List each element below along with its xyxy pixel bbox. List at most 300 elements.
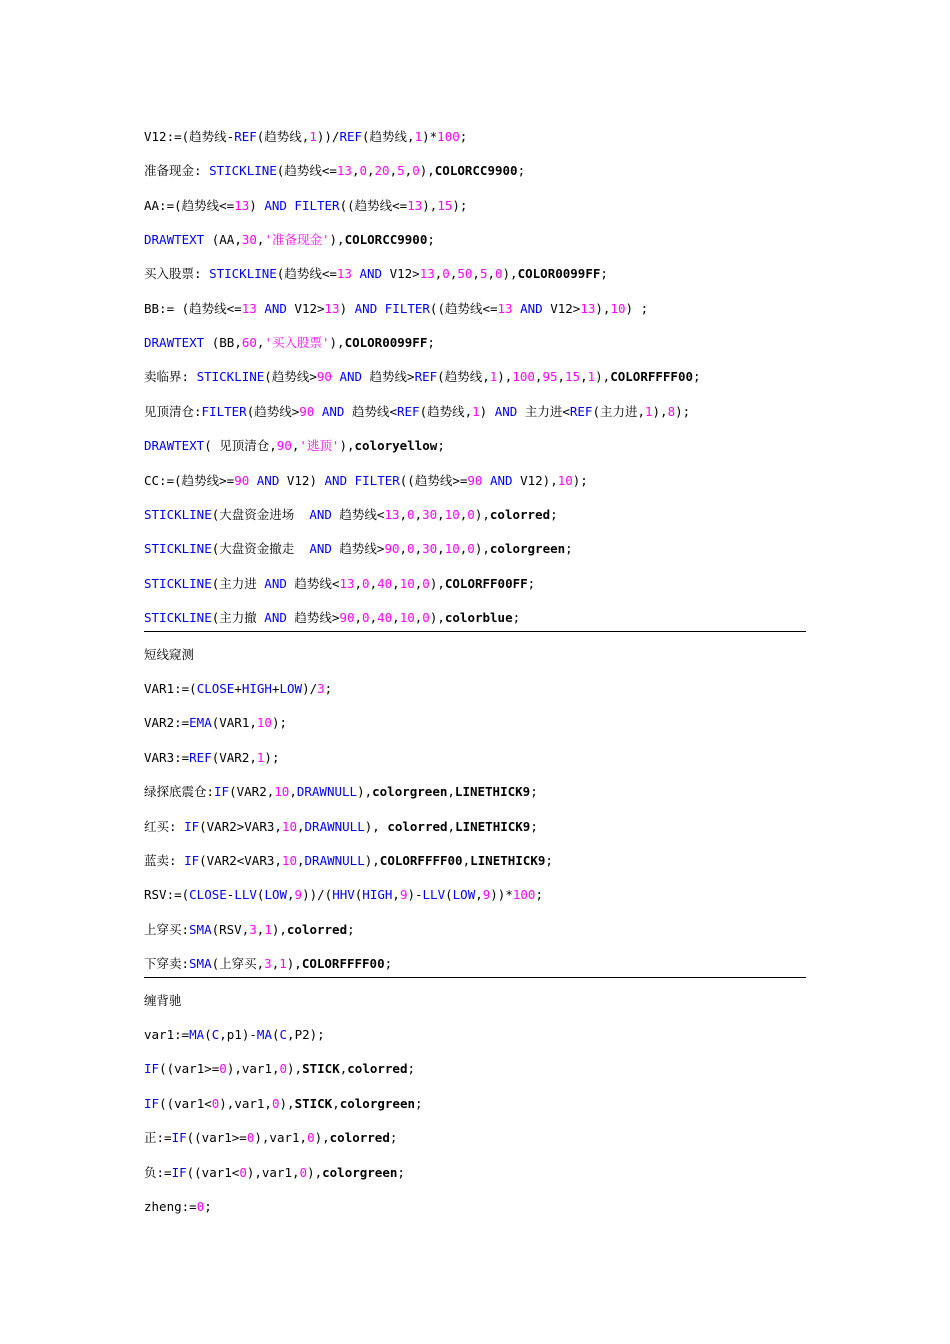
code-line	[144, 1027, 806, 1043]
code-number: 13	[580, 300, 596, 316]
code-text: AA:=(趋势线<=	[144, 197, 235, 213]
code-text: ,	[399, 506, 408, 522]
code-number: 13	[324, 300, 340, 316]
code-number: 13	[419, 266, 435, 282]
code-text: (趋势线<=	[276, 266, 337, 282]
code-text: );	[452, 197, 468, 213]
code-number: 30	[241, 232, 257, 248]
code-text: ;	[527, 575, 536, 591]
code-number: 15	[565, 369, 581, 385]
code-number: 13	[336, 266, 352, 282]
code-text: ;	[535, 887, 543, 903]
code-text: ))/	[316, 129, 340, 144]
code-text: 蓝卖:	[144, 852, 185, 868]
code-number: 0	[279, 1061, 288, 1077]
code-number: 1	[279, 955, 287, 971]
code-keyword: REF	[189, 749, 212, 765]
code-keyword: IF	[184, 818, 200, 834]
code-number: 10	[281, 852, 297, 868]
code-constant: COLORCC9900	[344, 232, 428, 248]
code-keyword: AND	[309, 541, 332, 557]
code-text: 趋势线<	[286, 575, 340, 591]
code-text: ),var1,	[254, 1130, 308, 1146]
code-text: ,	[351, 163, 360, 179]
code-number: 0	[211, 1095, 220, 1111]
code-keyword: IF	[184, 852, 200, 868]
code-text: ,	[271, 955, 280, 971]
code-text: 买入股票:	[144, 266, 210, 282]
code-number: 13	[497, 300, 513, 316]
code-keyword: AND	[494, 403, 518, 419]
code-keyword: IF	[171, 1130, 187, 1146]
code-line	[144, 1061, 806, 1077]
code-keyword: STICKLINE	[144, 575, 212, 591]
code-text: ),	[339, 438, 355, 454]
code-text: ;	[415, 1095, 423, 1111]
code-keyword: AND	[359, 266, 383, 282]
code-text: ((var1>=	[159, 1061, 220, 1077]
code-line	[144, 576, 806, 592]
code-text: ,	[472, 266, 480, 282]
code-text: ;	[512, 609, 521, 625]
code-line	[144, 232, 806, 248]
code-number: 0	[407, 506, 415, 522]
code-text: ,	[580, 369, 588, 385]
code-text	[482, 473, 490, 488]
code-line	[144, 1130, 806, 1146]
code-number: 13	[241, 300, 257, 316]
code-number: 13	[234, 197, 250, 213]
code-number: 0	[422, 575, 430, 591]
code-text: ),	[314, 1130, 330, 1146]
code-constant: COLORFFFF00	[379, 852, 463, 868]
code-text: ,	[296, 818, 305, 834]
code-line	[144, 1199, 806, 1215]
code-text: ),	[474, 541, 490, 557]
code-number: 30	[422, 506, 438, 522]
code-keyword: AND	[264, 609, 287, 625]
code-text: ),	[329, 335, 345, 351]
code-number: 100	[512, 887, 536, 903]
code-text: 趋势线>	[286, 609, 340, 625]
code-keyword: SMA	[189, 921, 212, 937]
code-line	[144, 129, 806, 145]
code-number: 95	[542, 369, 558, 385]
code-text: ,P2);	[287, 1027, 325, 1043]
code-keyword: SMA	[189, 955, 212, 971]
code-text: )*	[422, 129, 438, 144]
code-keyword: DRAWTEXT	[144, 232, 205, 248]
code-keyword: STICKLINE	[144, 506, 212, 522]
code-keyword: AND	[264, 575, 287, 591]
code-text: ),	[422, 197, 438, 213]
code-keyword: AND	[309, 506, 332, 522]
code-constant: STICK	[294, 1095, 333, 1111]
code-number: 0	[407, 541, 415, 557]
code-number: 3	[317, 681, 325, 697]
code-text: (	[354, 887, 363, 903]
code-line	[144, 404, 806, 420]
code-number: 5	[397, 163, 405, 179]
code-text: (VAR2,	[211, 749, 257, 765]
code-text: ;	[437, 438, 445, 454]
code-constant: COLOR0099FF	[517, 266, 601, 282]
code-keyword: C	[279, 1027, 288, 1043]
code-number: 3	[249, 921, 257, 937]
code-line	[144, 266, 806, 282]
code-keyword: HIGH	[362, 887, 393, 903]
code-text: ;	[565, 541, 573, 557]
code-number: 30	[422, 541, 438, 557]
code-text: 准备现金:	[144, 163, 210, 179]
code-text: )	[479, 403, 495, 419]
code-text: ((var1>=	[186, 1130, 247, 1146]
code-text: ;	[204, 1198, 212, 1214]
code-text: ;	[324, 681, 333, 697]
code-text: ,p1)-	[219, 1027, 257, 1043]
code-text: (	[445, 887, 453, 903]
code-text: ;	[427, 335, 435, 351]
code-line	[144, 922, 806, 938]
code-keyword: REF	[339, 129, 363, 144]
code-constant: COLORCC9900	[434, 163, 518, 179]
code-number: 10	[610, 300, 626, 316]
code-string: '买入股票'	[264, 335, 330, 351]
code-text: ),	[364, 852, 380, 868]
code-number: 13	[339, 575, 355, 591]
code-text: )/	[302, 681, 318, 697]
code-text: ,	[392, 575, 400, 591]
code-number: 13	[384, 506, 400, 522]
code-constant: colorred	[387, 818, 448, 834]
code-line	[144, 198, 806, 214]
code-constant: colorgreen	[489, 541, 566, 557]
code-text: )-	[407, 887, 423, 903]
code-keyword: IF	[171, 1164, 187, 1180]
code-text: ,	[475, 887, 483, 903]
code-number: 0	[271, 1095, 280, 1111]
code-line	[144, 715, 806, 731]
code-line	[144, 335, 806, 351]
code-text: ,	[414, 541, 423, 557]
code-number: 90	[339, 609, 355, 625]
code-keyword: IF	[144, 1095, 160, 1111]
section-heading	[144, 647, 806, 663]
code-number: 90	[316, 369, 332, 385]
code-text: (VAR2,	[229, 784, 275, 800]
code-text: ) ;	[625, 300, 649, 316]
code-text: ),	[419, 163, 435, 179]
code-constant: colorblue	[444, 609, 513, 625]
code-number: 1	[264, 921, 272, 937]
code-text: (VAR2>VAR3,	[199, 818, 282, 834]
code-number: 90	[299, 403, 315, 419]
code-text: ,	[434, 266, 443, 282]
code-text: 主力进<	[517, 403, 570, 419]
code-text: ,	[459, 541, 468, 557]
code-keyword: EMA	[189, 715, 212, 731]
code-text: ),var1,	[226, 1061, 280, 1077]
code-text: ,	[389, 163, 398, 179]
code-keyword: IF	[214, 784, 230, 800]
code-text: ,	[414, 506, 423, 522]
code-text: ,	[414, 575, 423, 591]
code-text: (主力进	[211, 575, 265, 591]
code-line	[144, 1165, 806, 1181]
code-text: )	[249, 197, 265, 213]
code-keyword: STICKLINE	[144, 609, 212, 625]
code-text: ),	[474, 506, 490, 522]
code-text: (趋势线,	[256, 129, 310, 144]
code-text: ,	[354, 609, 363, 625]
code-text: 趋势线<	[344, 403, 397, 419]
code-keyword: HIGH	[241, 681, 272, 697]
code-text: ,	[462, 852, 471, 868]
code-number: 1	[309, 129, 317, 144]
code-constant: COLOR0099FF	[344, 335, 428, 351]
code-text: )	[339, 300, 355, 316]
code-line	[144, 784, 806, 800]
code-text: ;	[600, 266, 608, 282]
code-number: 90	[467, 472, 483, 488]
code-text: ,	[437, 506, 445, 522]
code-text: VAR1:=(	[144, 681, 197, 697]
code-text: ,	[256, 232, 265, 248]
code-number: 1	[489, 369, 498, 385]
code-text: ),	[287, 1061, 303, 1077]
code-number: 13	[336, 163, 352, 179]
code-keyword: AND	[264, 197, 287, 213]
code-text: (趋势线,	[419, 403, 473, 419]
code-text: ;	[389, 1130, 398, 1146]
code-number: 20	[374, 163, 390, 179]
code-text: ((趋势线<=	[429, 300, 498, 316]
code-constant: COLORFFFF00	[301, 955, 385, 971]
code-constant: STICK	[302, 1061, 340, 1077]
code-number: 100	[512, 369, 535, 385]
code-keyword: DRAWNULL	[304, 818, 365, 834]
code-text	[249, 473, 257, 488]
code-keyword: STICKLINE	[209, 163, 277, 179]
code-text: ((var1<	[186, 1164, 240, 1180]
code-number: 90	[234, 472, 250, 488]
code-text: V12>	[382, 266, 420, 282]
code-text: ,	[287, 887, 295, 903]
code-number: 10	[399, 575, 415, 591]
code-keyword: STICKLINE	[144, 541, 212, 557]
code-keyword: DRAWTEXT	[144, 335, 205, 351]
code-text: var1:=	[144, 1027, 190, 1043]
code-number: 0	[359, 163, 367, 179]
code-text: (	[271, 1027, 280, 1043]
code-number: 9	[482, 887, 491, 903]
code-line	[144, 473, 806, 489]
code-number: 9	[399, 887, 408, 903]
code-text: ;	[397, 1164, 405, 1180]
code-constant: COLORFF00FF	[444, 575, 528, 591]
code-keyword: MA	[256, 1027, 272, 1043]
code-text: ,	[256, 335, 265, 351]
code-constant: colorred	[347, 1061, 408, 1077]
code-text: V12)	[279, 472, 325, 488]
code-keyword: LOW	[279, 681, 303, 697]
code-constant: colorgreen	[322, 1164, 398, 1180]
code-text: ( 见顶清仓,	[204, 438, 277, 454]
code-text: VAR2:=	[144, 715, 190, 731]
code-text: ),	[307, 1164, 323, 1180]
code-line	[144, 541, 806, 557]
code-text: ,	[289, 784, 297, 800]
code-number: 0	[239, 1164, 247, 1180]
code-text: (趋势线>	[264, 369, 317, 385]
code-number: 10	[557, 472, 573, 488]
code-text: ,	[404, 163, 413, 179]
code-number: 40	[377, 609, 393, 625]
code-keyword: DRAWTEXT	[144, 438, 205, 454]
code-text: ,	[414, 609, 423, 625]
code-text: ,	[459, 506, 468, 522]
code-keyword: STICKLINE	[196, 369, 265, 385]
code-text: CC:=(趋势线>=	[144, 472, 235, 488]
code-text: 上穿买:	[144, 921, 190, 937]
code-text: (大盘资金撤走	[211, 541, 310, 557]
code-keyword: AND	[520, 300, 543, 316]
code-text: 短线窥测	[144, 646, 195, 662]
code-text: +	[234, 681, 242, 697]
code-text: 负:=	[144, 1164, 172, 1180]
code-text: ),	[595, 369, 611, 385]
code-constant: LINETHICK9	[470, 852, 546, 868]
code-text: ,	[369, 609, 378, 625]
code-number: 0	[246, 1130, 255, 1146]
code-text: ;	[427, 232, 435, 248]
code-number: 0	[362, 575, 370, 591]
code-number: 0	[362, 609, 370, 625]
code-text: ),	[279, 1095, 295, 1111]
code-keyword: LLV	[422, 887, 446, 903]
code-number: 60	[241, 335, 257, 351]
code-number: 90	[384, 541, 400, 557]
code-line	[144, 610, 806, 626]
code-number: 0	[442, 266, 450, 282]
code-number: 0	[422, 609, 430, 625]
code-keyword: REF	[396, 403, 420, 419]
code-text: 见顶清仓:	[144, 403, 202, 419]
code-text: ;	[384, 955, 393, 971]
code-number: 5	[479, 266, 488, 282]
code-line	[144, 887, 806, 903]
code-text: (主力撤	[211, 609, 265, 625]
code-text: ),	[595, 300, 611, 316]
code-text: 趋势线>	[362, 369, 415, 385]
code-text: (趋势线,	[437, 369, 490, 385]
code-keyword: FILTER	[201, 403, 247, 419]
code-keyword: REF	[414, 369, 438, 385]
code-keyword: CLOSE	[196, 681, 235, 697]
code-keyword: FILTER	[384, 300, 430, 316]
code-text: (	[256, 887, 265, 903]
code-text: ;	[530, 818, 538, 834]
code-text: ),	[286, 955, 302, 971]
code-text: ))/(	[302, 887, 333, 903]
code-text: ,	[487, 266, 495, 282]
code-keyword: FILTER	[294, 197, 340, 213]
code-constant: colorred	[286, 921, 348, 937]
code-text: ;	[347, 921, 355, 937]
code-text: ,	[392, 887, 400, 903]
code-number: 10	[281, 818, 297, 834]
code-keyword: REF	[569, 403, 593, 419]
code-keyword: MA	[189, 1027, 205, 1043]
code-number: 1	[645, 403, 653, 419]
code-text: (趋势线>	[246, 403, 300, 419]
code-text: ,	[256, 921, 265, 937]
code-text: ,	[332, 1095, 340, 1111]
code-text: ),	[502, 266, 518, 282]
code-number: 0	[196, 1198, 205, 1214]
code-string: '逃顶'	[299, 438, 340, 454]
code-number: 100	[437, 129, 460, 144]
code-number: 40	[377, 575, 393, 591]
code-number: 0	[299, 1164, 308, 1180]
code-text: ;	[545, 852, 553, 868]
code-constant: coloryellow	[354, 438, 438, 454]
code-text: ,	[291, 438, 300, 454]
code-text: (VAR1,	[211, 715, 257, 731]
code-keyword: AND	[354, 300, 378, 316]
code-text: ,	[367, 163, 375, 179]
code-text: ;	[530, 784, 538, 800]
code-text: ),	[652, 403, 668, 419]
code-text: ,	[392, 609, 400, 625]
code-text: ,	[354, 575, 363, 591]
code-text	[377, 301, 385, 316]
code-number: 0	[307, 1130, 315, 1146]
code-line	[144, 507, 806, 523]
code-number: 90	[276, 438, 292, 454]
code-number: 10	[274, 784, 290, 800]
code-keyword: DRAWNULL	[304, 852, 365, 868]
code-text: ;	[517, 163, 526, 179]
code-text: ),	[364, 818, 388, 834]
code-constant: colorgreen	[372, 784, 448, 800]
code-text: V12),	[512, 472, 558, 488]
code-text: ,	[447, 784, 455, 800]
code-text: 趋势线<	[331, 506, 385, 522]
code-number: 9	[294, 887, 303, 903]
code-keyword: STICKLINE	[209, 266, 277, 282]
code-text: (BB,	[204, 335, 242, 351]
code-text: ,	[534, 369, 543, 385]
code-text: );	[271, 715, 288, 731]
code-text: ),var1,	[246, 1164, 300, 1180]
code-text: 红买:	[144, 818, 185, 834]
code-keyword: AND	[339, 369, 363, 385]
code-number: 15	[437, 197, 453, 213]
code-text: ),	[429, 609, 445, 625]
code-constant: colorgreen	[339, 1095, 415, 1111]
code-text	[314, 404, 322, 419]
code-number: 10	[256, 715, 272, 731]
code-keyword: REF	[234, 129, 257, 144]
code-keyword: CLOSE	[189, 887, 227, 903]
code-keyword: AND	[321, 403, 345, 419]
code-text: 卖临界:	[144, 369, 197, 385]
code-number: 10	[399, 609, 415, 625]
code-text: (AA,	[204, 232, 242, 248]
code-text: (VAR2<VAR3,	[199, 852, 282, 868]
code-line	[144, 750, 806, 766]
